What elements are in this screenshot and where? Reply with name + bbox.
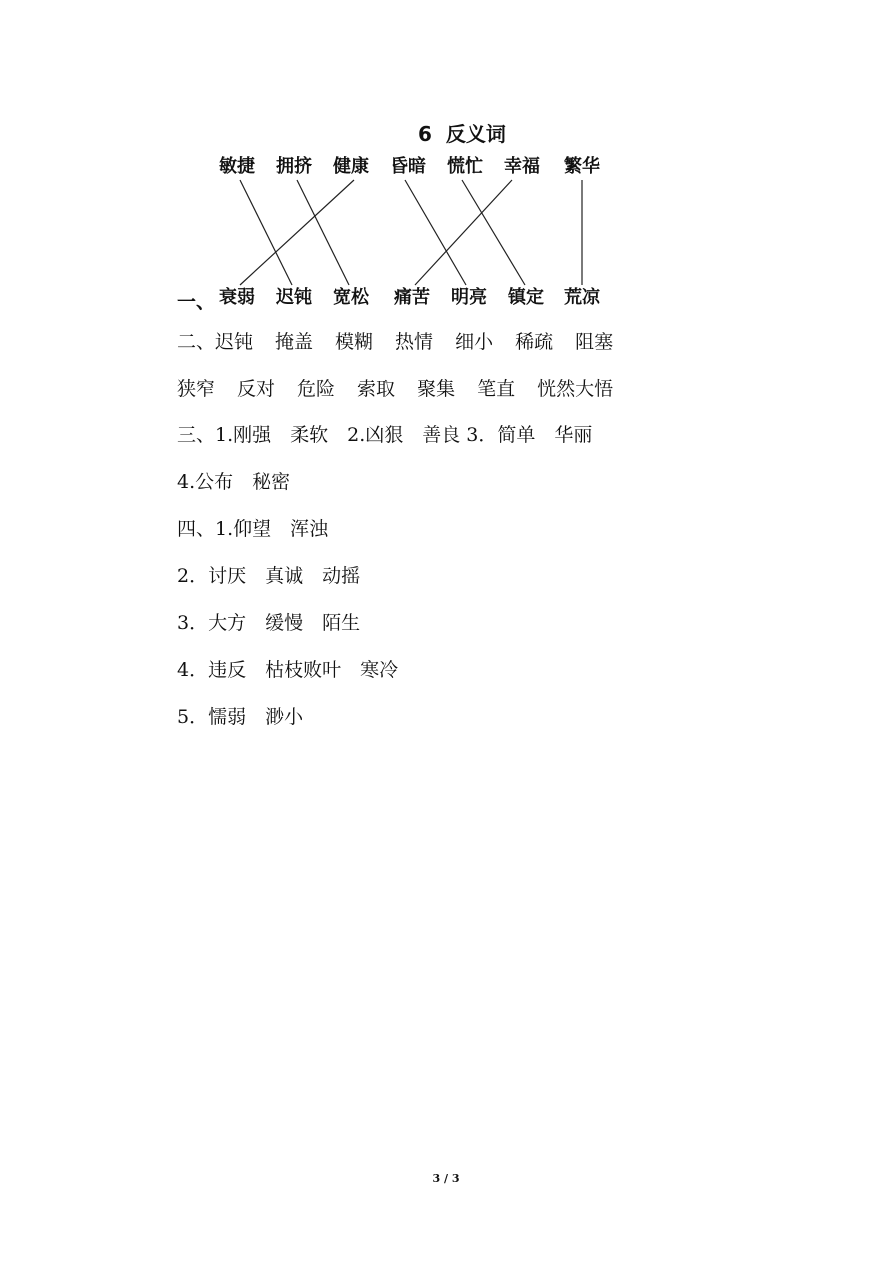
bottom-word: 荒凉 [564, 287, 600, 308]
top-word: 昏暗 [390, 156, 426, 177]
answer-word: 索取 [357, 378, 396, 400]
bottom-word: 明亮 [451, 287, 487, 308]
top-word: 敏捷 [219, 156, 255, 177]
matching-lines [0, 0, 892, 320]
match-line [405, 180, 466, 285]
answer-word: 掩盖 [275, 331, 314, 353]
page-number: 3 / 3 [432, 1172, 460, 1185]
answer-word: 笔直 [477, 378, 516, 400]
answer-word: 恍然大悟 [537, 378, 614, 400]
bottom-word: 镇定 [508, 287, 544, 308]
answer-word: 稀疏 [515, 331, 554, 353]
bottom-word: 衰弱 [219, 287, 255, 308]
answer-word: 二、迟钝 [177, 331, 254, 353]
answer-word: 危险 [297, 378, 336, 400]
answer-row: 三、1.刚强 柔软 2.凶狠 善良 3．简单 华丽 [177, 424, 593, 446]
answer-word: 聚集 [417, 378, 456, 400]
answer-word: 模糊 [335, 331, 374, 353]
answer-row: 5．懦弱 渺小 [177, 706, 304, 728]
bottom-word: 宽松 [333, 287, 369, 308]
answer-row [177, 330, 613, 354]
answer-row [177, 377, 613, 401]
top-word: 幸福 [504, 156, 540, 177]
bottom-word: 痛苦 [394, 287, 430, 308]
answer-row: 4.公布 秘密 [177, 471, 291, 493]
answer-word: 细小 [455, 331, 494, 353]
match-line [240, 180, 292, 285]
answer-row: 四、1.仰望 浑浊 [177, 518, 329, 540]
match-line [462, 180, 525, 285]
match-line [240, 180, 354, 285]
answer-row: 4．违反 枯枝败叶 寒冷 [177, 659, 399, 681]
answer-row: 3．大方 缓慢 陌生 [177, 612, 361, 634]
match-line [415, 180, 512, 285]
lesson-title: 反义词 [445, 122, 506, 146]
answer-word: 阻塞 [575, 331, 614, 353]
answer-word: 热情 [395, 331, 434, 353]
top-word: 健康 [333, 156, 369, 177]
answer-word: 反对 [237, 378, 276, 400]
lesson-number: 6 [418, 122, 432, 146]
top-word: 繁华 [564, 156, 600, 177]
top-word: 慌忙 [447, 156, 483, 177]
bottom-word: 迟钝 [276, 287, 312, 308]
answer-row: 2．讨厌 真诚 动摇 [177, 565, 361, 587]
section-label: 一、 [177, 291, 216, 313]
match-line [297, 180, 349, 285]
answer-word: 狭窄 [177, 378, 216, 400]
top-word: 拥挤 [276, 156, 312, 177]
